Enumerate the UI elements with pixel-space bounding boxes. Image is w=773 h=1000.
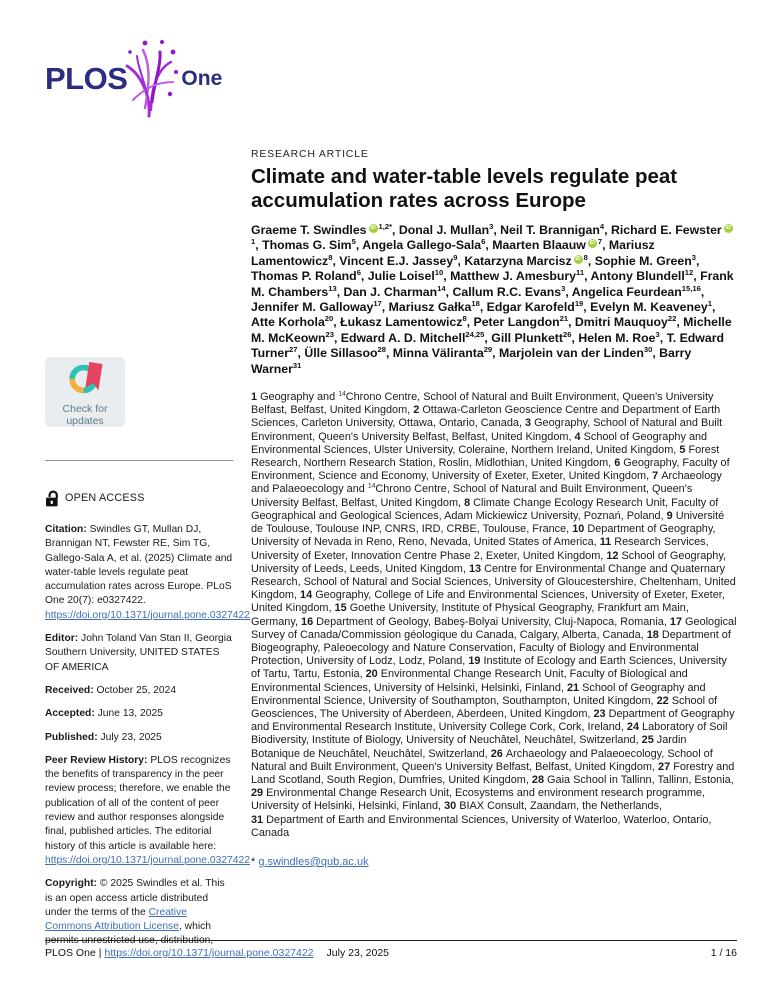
affiliation-number: 19 [468, 655, 481, 668]
affiliation-number: 28 [531, 773, 545, 786]
author: Dmitri Mauquoy$^{22}$, [574, 314, 684, 330]
author: Helen M. Roe$^3$, [578, 329, 667, 345]
author: Marjolein van der Linden$^{30}$, [499, 345, 660, 361]
footer [45, 947, 737, 959]
affiliation-number: 5 [679, 443, 686, 456]
affiliation-text: Archaeology and Palaeoecology and $^{14}$Chrono Centre, School of Natural and Built Environment, Queen's University Belfast, Belfast, United Kingdom, [251, 470, 722, 509]
orcid-icon[interactable]: iD [589, 240, 596, 247]
affiliation-text: Geography, School of Natural and Built Environment, Queen's University Belfast, Belfast, United Kingdom, [251, 417, 723, 443]
affiliation-text: Environmental Change Research Unit, Faculty of Biological and Environmental Sciences, University of Helsinki, Helsinki, Finland, [251, 668, 688, 694]
affiliation-number: 11 [599, 536, 612, 549]
affiliation-number: 7 [652, 470, 659, 483]
author: Łukasz Lamentowicz$^8$, [340, 314, 474, 330]
affiliation-text: Climate Change Ecology Research Unit, Faculty of Geographical and Geological Sciences, Adam Mickiewicz University, Poznań, Poland, [251, 496, 719, 522]
affiliation-text: Department of Biogeography, Paleoecology and Nature Conservation, Faculty of Biology and Environmental Protection, University of Lodz, Lodz, Poland, [251, 628, 731, 668]
main-column [251, 148, 737, 868]
open-lock-icon [45, 490, 60, 507]
affiliation-number: 23 [593, 707, 606, 720]
footer-journal: PLOS One [45, 947, 96, 959]
affiliation-text: Geography, Faculty of Environment, Science and Economy, University of Exeter, Exeter, United Kingdom, [251, 457, 730, 483]
affiliation-text: Forest Research, Northern Research Station, Roslin, Midlothian, United Kingdom, [251, 443, 720, 470]
author: Angelica Feurdean$^{15,16}$, [571, 283, 705, 299]
affiliation-list [251, 391, 737, 840]
author: Edward A. D. Mitchell$^{24,25}$, [340, 329, 492, 345]
logo-one-text: One [181, 67, 223, 90]
author: Thomas P. Roland$^6$, [251, 268, 368, 284]
affiliation-number: 2 [413, 404, 420, 417]
footer-date: July 23, 2025 [326, 947, 389, 959]
peer-review-paragraph: Peer Review History: PLOS recognizes the benefits of transparency in the peer review process; therefore, we enable the publication of all of the content of peer review and author responses alongside final, published articles. The editorial history of this article is available here: https://doi.org/10.1371/journal.pone.0327422 [45, 754, 250, 866]
affiliation-number: 30 [444, 800, 457, 813]
citation-doi-link[interactable]: https://doi.org/10.1371/journal.pone.0327422 [45, 609, 250, 621]
author: Matthew J. Amesbury$^{11}$, [450, 268, 591, 284]
article-title: Climate and water-table levels regulate peat accumulation rates across Europe [251, 165, 678, 212]
affiliation-number: 22 [656, 694, 669, 707]
affiliation-text: Geological Survey of Canada/Commission géologique du Canada, Calgary, Alberta, Canada, [251, 615, 737, 641]
accepted-line: Accepted: June 13, 2025 [45, 708, 163, 720]
affiliation-number: 21 [566, 681, 580, 694]
affiliation-text: Geography and $^{14}$Chrono Centre, School of Natural and Built Environment, Queen's University Belfast, Belfast, United Kingdom, [251, 390, 714, 417]
article-type-kicker: RESEARCH ARTICLE [251, 148, 369, 160]
affiliation-number: 27 [658, 760, 671, 773]
footer-rule [45, 940, 737, 941]
affiliation-number: 24 [626, 721, 640, 734]
affiliation-text: School of Geosciences, The University of Aberdeen, Aberdeen, United Kingdom, [251, 694, 718, 720]
affiliation-number: 13 [468, 562, 482, 575]
affiliation-text: Forestry and Land Scotland, South Region, Dumfries, United Kingdom, [251, 760, 735, 786]
logo-plos-text: PLOS [45, 61, 128, 96]
author: Donal J. Mullan$^3$, [398, 221, 501, 237]
affiliation-number: 16 [301, 615, 314, 628]
affiliation-number: 26 [490, 747, 503, 760]
author: Neil T. Brannigan$^4$, [500, 221, 611, 237]
author: Jennifer M. Galloway$^{17}$, [251, 298, 389, 315]
author: Sophie M. Green$^3$, [594, 252, 700, 268]
citation-paragraph: Citation: Swindles GT, Mullan DJ, Brannigan NT, Fewster RE, Sim TG, Gallego-Sala A, et al. (2025) Climate and water-table levels regulate peat accumulation rates across Europe. PLoS One 20(7): e0327422. https://doi.org/10.1371/journal.pone.0327422 [45, 524, 250, 621]
affiliation-number: 6 [614, 457, 621, 470]
author: Graeme T. Swindles iD $^{1,2*}$, [251, 221, 399, 237]
author-list [251, 223, 737, 377]
orcid-icon[interactable]: iD [725, 224, 731, 231]
affiliation-text: Department of Geography and Environmental Research Institute, University College Cork, Cork, Ireland, [251, 707, 735, 734]
affiliation-text: Institute of Ecology and Earth Sciences, University of Tartu, Tartu, Estonia, [251, 655, 727, 681]
author: Ülle Sillasoo$^{28}$, [304, 345, 393, 361]
affiliation-text: Department of Earth and Environmental Sciences, University of Waterloo, Waterloo, Ontario, Canada [251, 813, 712, 839]
affiliation-number: 20 [365, 668, 378, 681]
author: Antony Blundell$^{12}$, [590, 268, 701, 284]
affiliation-text: Environmental Change Research Unit, Ecosystems and environment research programme, University of Helsinki, Helsinki, Finland, [251, 787, 706, 813]
affiliation-text: Department of Geology, Babeş-Bolyai University, Cluj-Napoca, Romania, [313, 615, 670, 628]
affiliation-text: Gaia School in Tallinn, Tallinn, Estonia, [544, 773, 734, 786]
correspondence-line [251, 856, 737, 868]
author: Edgar Karofeld$^{19}$, [486, 298, 591, 315]
orcid-icon[interactable]: iD [575, 255, 581, 262]
affiliation-text: Laboratory of Soil Biodiversity, Institute of Biology, University of Neuchâtel, Neuchâtel, Switzerland, [251, 721, 728, 747]
affiliation-number: 12 [606, 549, 619, 562]
affiliation-number: 29 [251, 787, 264, 800]
author: Dan J. Charman$^{14}$, [343, 283, 453, 299]
check-updates-label: Check for updates [62, 403, 108, 427]
author: Vincent E.J. Jassey$^9$, [339, 252, 465, 268]
author: Gill Plunkett$^{26}$, [491, 329, 579, 345]
footer-page-number: 1 / 16 [710, 947, 737, 959]
affiliation-text: Research Services, University of Exeter, Innovation Centre Phase 2, Exeter, United Kingdom, [251, 536, 709, 562]
affiliation-text: Goethe University, Institute of Physical Geography, Frankfurt am Main, Germany, [251, 602, 689, 628]
affiliation-number: 3 [525, 417, 532, 430]
sidebar [45, 357, 250, 949]
affiliation-number: 17 [669, 615, 683, 628]
orcid-icon[interactable]: iD [370, 224, 376, 231]
received-line: Received: October 25, 2024 [45, 684, 177, 696]
peer-review-doi-link[interactable]: https://doi.org/10.1371/journal.pone.0327422 [45, 854, 250, 866]
published-line: Published: July 23, 2025 [45, 731, 162, 743]
author: Angela Gallego-Sala$^6$, [362, 237, 493, 253]
author: Katarzyna Marcisz iD $^8$, [464, 252, 595, 268]
affiliation-text: School of Geography and Environmental Science, University of Southampton, Southampton, United Kingdom, [251, 681, 706, 707]
affiliation-number: 10 [572, 523, 585, 536]
author: Richard E. Fewster $iD^1$, [251, 223, 731, 253]
cc-license-link[interactable]: Creative Commons Attribution License [45, 906, 187, 933]
affiliation-text: Archaeology and Palaeoecology, School of Natural and Built Environment, Queen's University Belfast, Belfast, United Kingdom, [251, 747, 713, 773]
footer-divider: | [98, 947, 102, 959]
author: Frank M. Chambers$^{13}$, [251, 269, 734, 299]
correspondence-marker: * [251, 855, 259, 868]
affiliation-text: Ottawa-Carleton Geoscience Centre and Department of Earth Sciences, Carleton University, Ottawa, Ontario, Canada, [251, 404, 721, 430]
affiliation-number: 18 [646, 628, 659, 641]
author: Minna Väliranta$^{29}$, [392, 345, 499, 361]
affiliation-number: 14 [300, 589, 313, 602]
affiliation-text: Jardin Botanique de Neuchâtel, Neuchâtel, Switzerland, [251, 734, 687, 760]
affiliation-text: Department of Geography, University of Nevada in Reno, Reno, Nevada, United States of America, [251, 523, 716, 549]
author: Mariusz Gałka$^{18}$, [388, 298, 487, 315]
author: Atte Korhola$^{20}$, [251, 314, 341, 330]
plos-one-logo [45, 40, 222, 118]
affiliation-number: 1 [251, 391, 258, 404]
author: Mariusz Lamentowicz$^8$, [251, 238, 655, 268]
affiliation-text: School of Geography and Environmental Sciences, Ulster University, Coleraine, Northern Ireland, United Kingdom, [251, 430, 708, 456]
affiliation-number: 25 [641, 734, 654, 747]
affiliation-text: Centre for Environmental Change and Quaternary Research, School of Natural and Social Sciences, University of Gloucestershire, Cheltenham, United Kingdom, [251, 562, 736, 602]
affiliation-text: School of Geography, University of Leeds, Leeds, United Kingdom, [251, 549, 727, 575]
affiliation-number: 15 [334, 602, 347, 615]
affiliation-number: 4 [574, 430, 581, 443]
affiliation-text: BIAX Consult, Zaandam, the Netherlands, [456, 800, 663, 813]
open-access-row [45, 490, 233, 507]
footer-left [45, 947, 392, 959]
affiliation-number: 8 [464, 496, 471, 509]
copyright-paragraph: Copyright: © 2025 Swindles et al. This is an open access article distributed under the terms of the Creative Commons Attribution License, which permits unrestricted use, distribution, [45, 878, 225, 947]
open-access-label: OPEN ACCESS [65, 492, 145, 505]
author: Michelle M. McKeown$^{23}$, [251, 315, 732, 345]
author: T. Edward Turner$^{27}$, [251, 330, 725, 361]
sidebar-divider [45, 460, 233, 461]
affiliation-text: Geography, College of Life and Environmental Sciences, University of Exeter, Exeter, United Kingdom, [251, 589, 725, 615]
author: Callum R.C. Evans$^3$, [452, 283, 572, 299]
affiliation-number: 31 [251, 813, 264, 826]
author: Julie Loisel$^{10}$, [367, 268, 451, 284]
author: Evelyn M. Keaveney$^1$, [590, 298, 716, 315]
author: Maarten Blaauw iD $^7$, [492, 237, 609, 253]
editor-paragraph: Editor: John Toland Van Stan II, Georgia Southern University, UNITED STATES OF AMERICA [45, 633, 232, 673]
footer-doi-link[interactable]: https://doi.org/10.1371/journal.pone.0327422 [104, 947, 314, 959]
check-for-updates-badge[interactable] [45, 357, 125, 427]
corresponding-author-email-link[interactable]: g.swindles@qub.ac.uk [258, 855, 369, 868]
author: Thomas G. Sim$^5$, [262, 237, 363, 253]
affiliation-number: 9 [666, 509, 673, 522]
author: Peter Langdon$^{21}$, [473, 314, 575, 330]
plos-splash-icon [121, 38, 179, 120]
author: Barry Warner$^{31}$ [251, 346, 692, 376]
affiliation-text: Université de Toulouse, Toulouse INP, CNRS, IRD, CRBE, Toulouse, France, [251, 509, 725, 536]
crossmark-icon [62, 359, 108, 399]
